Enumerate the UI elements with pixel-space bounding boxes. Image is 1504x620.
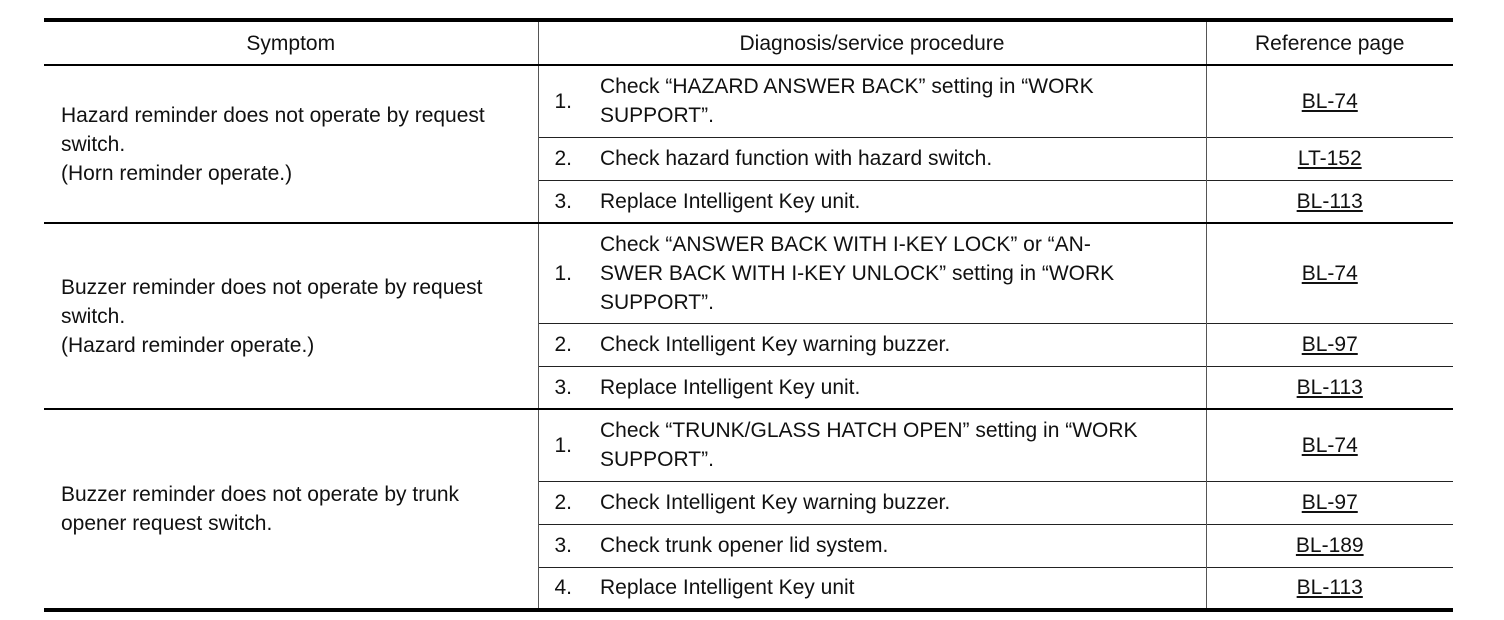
- header-symptom: Symptom: [44, 20, 538, 65]
- reference-link[interactable]: BL-113: [1296, 189, 1363, 213]
- reference-link[interactable]: LT-152: [1297, 147, 1362, 170]
- step-number: 3.: [538, 524, 600, 567]
- symptom-line: switch.: [61, 304, 126, 328]
- step-text-line: Check “ANSWER BACK WITH I-KEY LOCK” or “AN-: [600, 232, 1091, 256]
- header-reference: Reference page: [1206, 20, 1453, 65]
- step-number: 1.: [538, 409, 600, 481]
- step-number: 3.: [538, 366, 600, 409]
- step-text: Check trunk opener lid system.: [600, 524, 1206, 567]
- symptom-cell: [44, 409, 538, 610]
- reference-cell: [1206, 409, 1453, 481]
- step-number: 4.: [538, 567, 600, 610]
- step-text: Replace Intelligent Key unit: [600, 567, 1206, 610]
- diagnosis-table: [44, 18, 1453, 612]
- symptom-line: switch.: [61, 132, 126, 156]
- step-text: Check Intelligent Key warning buzzer.: [600, 323, 1206, 366]
- reference-link[interactable]: BL-97: [1301, 491, 1358, 514]
- table-row: [44, 223, 1453, 323]
- step-text-line: Check “TRUNK/GLASS HATCH OPEN” setting in “WORK: [600, 419, 1138, 443]
- reference-cell: [1206, 323, 1453, 366]
- step-number: 2.: [538, 323, 600, 366]
- reference-link[interactable]: BL-74: [1301, 261, 1358, 285]
- step-number: 2.: [538, 481, 600, 524]
- symptom-line: (Horn reminder operate.): [61, 161, 293, 185]
- symptom-line: opener request switch.: [61, 512, 273, 535]
- reference-cell: [1206, 524, 1453, 567]
- reference-cell: [1206, 481, 1453, 524]
- step-text-line: SWER BACK WITH I-KEY UNLOCK” setting in “WORK: [600, 261, 1115, 285]
- step-text: Replace Intelligent Key unit.: [600, 180, 1206, 223]
- symptom-line: Buzzer reminder does not operate by trunk: [61, 483, 460, 506]
- reference-link[interactable]: BL-97: [1301, 333, 1358, 356]
- header-row: [44, 20, 1453, 65]
- reference-cell: [1206, 137, 1453, 180]
- reference-link[interactable]: BL-113: [1296, 576, 1363, 600]
- reference-cell: [1206, 223, 1453, 323]
- symptom-line: Buzzer reminder does not operate by request: [61, 275, 483, 299]
- symptom-cell: [44, 65, 538, 223]
- step-text-line: SUPPORT”.: [600, 104, 714, 128]
- step-text: Replace Intelligent Key unit.: [600, 366, 1206, 409]
- symptom-line: Hazard reminder does not operate by request: [61, 103, 485, 127]
- step-number: 1.: [538, 223, 600, 323]
- step-text-line: Check “HAZARD ANSWER BACK” setting in “WORK: [600, 75, 1094, 99]
- step-number: 2.: [538, 137, 600, 180]
- step-text: [600, 65, 1206, 137]
- reference-link[interactable]: BL-189: [1295, 534, 1364, 557]
- step-text: Check hazard function with hazard switch.: [600, 137, 1206, 180]
- reference-cell: [1206, 65, 1453, 137]
- step-number: 3.: [538, 180, 600, 223]
- table-row: [44, 65, 1453, 137]
- step-number: 1.: [538, 65, 600, 137]
- step-text-line: SUPPORT”.: [600, 290, 714, 314]
- step-text: Check Intelligent Key warning buzzer.: [600, 481, 1206, 524]
- symptom-line: (Hazard reminder operate.): [61, 333, 315, 357]
- reference-cell: [1206, 180, 1453, 223]
- step-text: [600, 409, 1206, 481]
- symptom-cell: [44, 223, 538, 409]
- header-procedure: Diagnosis/service procedure: [538, 20, 1206, 65]
- reference-link[interactable]: BL-113: [1296, 375, 1363, 399]
- step-text: [600, 223, 1206, 323]
- reference-link[interactable]: BL-74: [1301, 433, 1358, 457]
- table-row: [44, 409, 1453, 481]
- step-text-line: SUPPORT”.: [600, 448, 714, 472]
- reference-cell: [1206, 366, 1453, 409]
- reference-cell: [1206, 567, 1453, 610]
- reference-link[interactable]: BL-74: [1301, 89, 1358, 113]
